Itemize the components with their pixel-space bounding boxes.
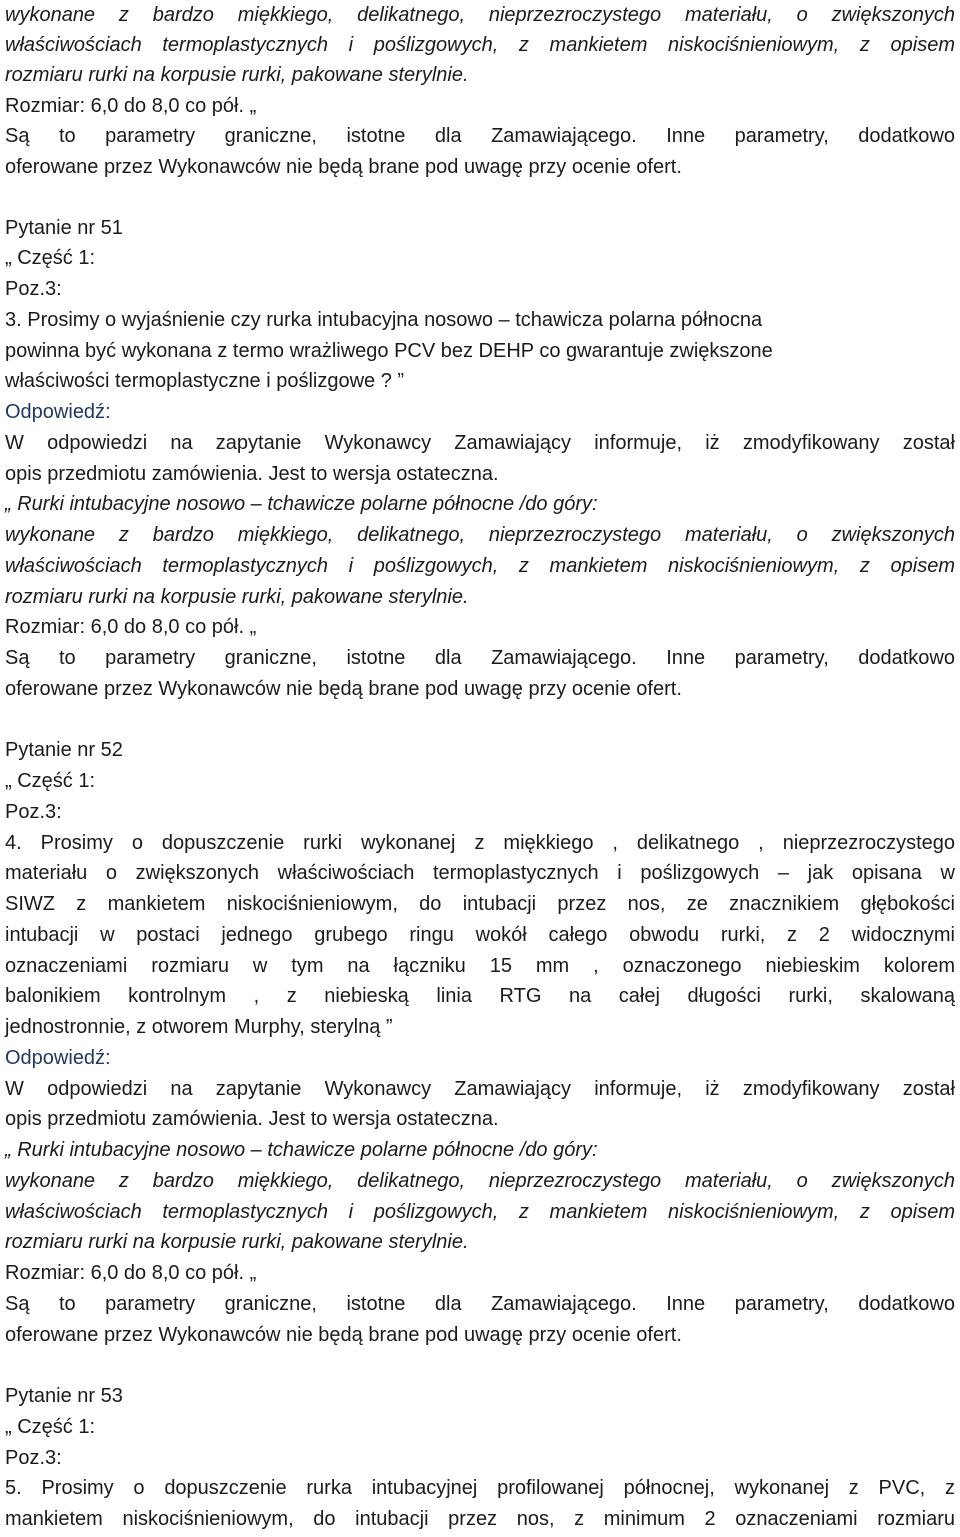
part-label: „ Część 1: xyxy=(5,247,96,269)
answer-label: Odpowiedź: xyxy=(5,401,111,423)
spec-line: rozmiaru rurki na korpusie rurki, pakowane sterylnie. xyxy=(5,586,469,608)
spec-line: wykonane z bardzo miękkiego, delikatnego, nieprzezroczystego materiału, o zwiększonych xyxy=(5,1170,955,1192)
spec-line: rozmiaru rurki na korpusie rurki, pakowane sterylnie. xyxy=(5,64,469,86)
size-line: Rozmiar: 6,0 do 8,0 co pół. „ xyxy=(5,616,257,638)
spec-title: „ Rurki intubacyjne nosowo – tchawicze polarne północne /do góry: xyxy=(5,1139,598,1161)
question-title: Pytanie nr 53 xyxy=(5,1385,123,1407)
spec-line: rozmiaru rurki na korpusie rurki, pakowane sterylnie. xyxy=(5,1231,469,1253)
answer-line: W odpowiedzi na zapytanie Wykonawcy Zamawiający informuje, iż zmodyfikowany został xyxy=(5,432,955,454)
closing-line: oferowane przez Wykonawców nie będą brane pod uwagę przy ocenie ofert. xyxy=(5,678,682,700)
closing-line: Są to parametry graniczne, istotne dla Zamawiającego. Inne parametry, dodatkowo xyxy=(5,1293,955,1315)
spec-line: właściwościach termoplastycznych i poślizgowych, z mankietem niskociśnieniowym, z opisem xyxy=(5,1201,955,1223)
spec-line: wykonane z bardzo miękkiego, delikatnego, nieprzezroczystego materiału, o zwiększonych xyxy=(5,524,955,546)
answer-label: Odpowiedź: xyxy=(5,1047,111,1069)
position-label: Poz.3: xyxy=(5,801,62,823)
closing-line: oferowane przez Wykonawców nie będą brane pod uwagę przy ocenie ofert. xyxy=(5,156,682,178)
size-line: Rozmiar: 6,0 do 8,0 co pół. „ xyxy=(5,1262,257,1284)
question-line: intubacji w postaci jednego grubego ringu wokół całego obwodu rurki, z 2 widocznymi xyxy=(5,924,955,946)
spec-line: właściwościach termoplastycznych i poślizgowych, z mankietem niskociśnieniowym, z opisem xyxy=(5,34,955,56)
answer-line: opis przedmiotu zamówienia. Jest to wersja ostateczna. xyxy=(5,463,499,485)
question-line: 3. Prosimy o wyjaśnienie czy rurka intubacyjna nosowo – tchawicza polarna północna xyxy=(5,309,763,331)
question-line: balonikiem kontrolnym , z niebieską linia RTG na całej długości rurki, skalowaną xyxy=(5,985,955,1007)
position-label: Poz.3: xyxy=(5,278,62,300)
answer-line: opis przedmiotu zamówienia. Jest to wersja ostateczna. xyxy=(5,1108,499,1130)
closing-line: Są to parametry graniczne, istotne dla Zamawiającego. Inne parametry, dodatkowo xyxy=(5,647,955,669)
question-title: Pytanie nr 51 xyxy=(5,217,123,239)
question-line: 5. Prosimy o dopuszczenie rurka intubacyjnej profilowanej północnej, wykonanej z PVC, z xyxy=(5,1477,955,1499)
position-label: Poz.3: xyxy=(5,1447,62,1469)
question-line: powinna być wykonana z termo wrażliwego PCV bez DEHP co gwarantuje zwiększone xyxy=(5,340,773,362)
question-line: SIWZ z mankietem niskociśnieniowym, do intubacji przez nos, ze znacznikiem głębokości xyxy=(5,893,955,915)
part-label: „ Część 1: xyxy=(5,1416,96,1438)
question-line: 4. Prosimy o dopuszczenie rurki wykonanej z miękkiego , delikatnego , nieprzezroczystego xyxy=(5,832,955,854)
spec-line: właściwościach termoplastycznych i poślizgowych, z mankietem niskociśnieniowym, z opisem xyxy=(5,555,955,577)
part-label: „ Część 1: xyxy=(5,770,96,792)
question-line: jednostronnie, z otworem Murphy, sterylną ” xyxy=(5,1016,393,1038)
spec-line: wykonane z bardzo miękkiego, delikatnego, nieprzezroczystego materiału, o zwiększonych xyxy=(5,4,955,26)
spec-title: „ Rurki intubacyjne nosowo – tchawicze polarne północne /do góry: xyxy=(5,493,598,515)
question-line: oznaczeniami rozmiaru w tym na łączniku 15 mm , oznaczonego niebieskim kolorem xyxy=(5,955,955,977)
closing-line: oferowane przez Wykonawców nie będą brane pod uwagę przy ocenie ofert. xyxy=(5,1324,682,1346)
answer-line: W odpowiedzi na zapytanie Wykonawcy Zamawiający informuje, iż zmodyfikowany został xyxy=(5,1078,955,1100)
closing-line: Są to parametry graniczne, istotne dla Zamawiającego. Inne parametry, dodatkowo xyxy=(5,125,955,147)
question-line: materiału o zwiększonych właściwościach termoplastycznych i poślizgowych – jak opisana w xyxy=(5,862,955,884)
question-title: Pytanie nr 52 xyxy=(5,739,123,761)
question-line: właściwości termoplastyczne i poślizgowe ? ” xyxy=(5,370,405,392)
question-line: mankietem niskociśnieniowym, do intubacji przez nos, z minimum 2 oznaczeniami rozmiaru xyxy=(5,1508,955,1530)
size-line: Rozmiar: 6,0 do 8,0 co pół. „ xyxy=(5,95,257,117)
